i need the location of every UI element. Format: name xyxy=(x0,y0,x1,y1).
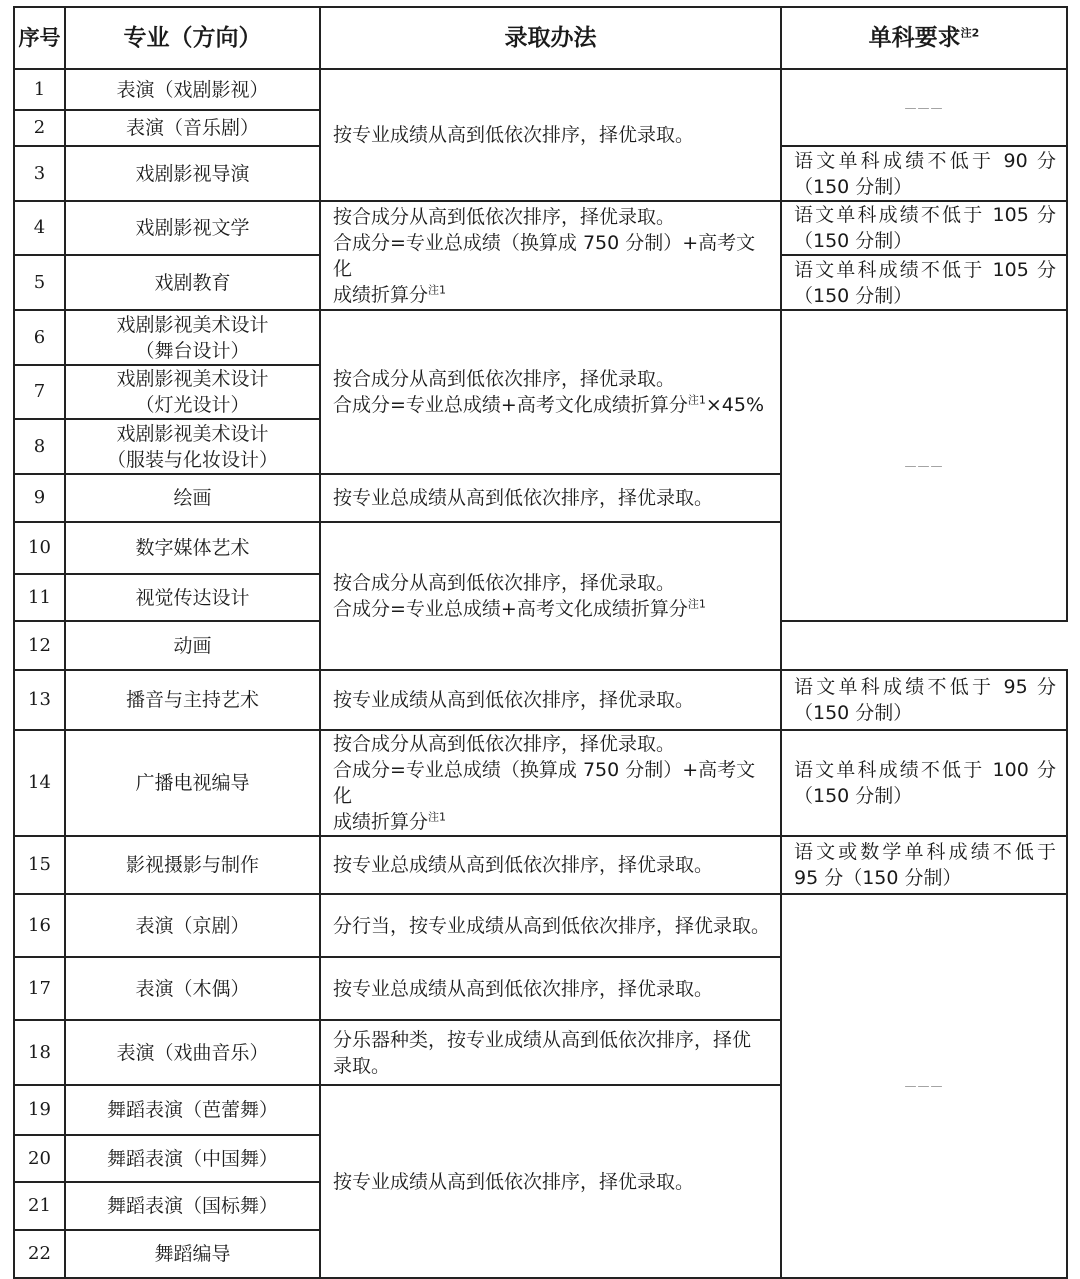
table-row xyxy=(14,836,1067,894)
requirement-cell: 语文或数学单科成绩不低于 95 分（150 分制） xyxy=(781,836,1067,894)
row-number: 7 xyxy=(14,365,65,419)
major-name: 表演（音乐剧） xyxy=(65,110,320,146)
header-major: 专业（方向） xyxy=(65,7,320,69)
major-name: 表演（京剧） xyxy=(65,894,320,957)
major-name: 表演（戏剧影视） xyxy=(65,69,320,110)
method-cell: 按专业成绩从高到低依次排序，择优录取。 xyxy=(320,69,781,201)
method-cell: 分行当，按专业成绩从高到低依次排序，择优录取。 xyxy=(320,894,781,957)
method-cell: 按专业总成绩从高到低依次排序，择优录取。 xyxy=(320,474,781,522)
row-number: 11 xyxy=(14,574,65,621)
major-name: 影视摄影与制作 xyxy=(65,836,320,894)
header-row xyxy=(14,7,1067,69)
row-number: 2 xyxy=(14,110,65,146)
requirement-none: ——— xyxy=(781,69,1067,146)
major-name: 视觉传达设计 xyxy=(65,574,320,621)
method-cell: 按专业总成绩从高到低依次排序，择优录取。 xyxy=(320,836,781,894)
row-number: 5 xyxy=(14,255,65,310)
requirement-none: ——— xyxy=(781,894,1067,1278)
major-name: 舞蹈表演（芭蕾舞） xyxy=(65,1085,320,1135)
major-name: 表演（戏曲音乐） xyxy=(65,1020,320,1085)
method-cell: 按专业成绩从高到低依次排序，择优录取。 xyxy=(320,670,781,730)
row-number: 4 xyxy=(14,201,65,255)
major-name: 表演（木偶） xyxy=(65,957,320,1020)
major-name: 动画 xyxy=(65,621,320,670)
major-name: 戏剧影视美术设计 （服装与化妆设计） xyxy=(65,419,320,474)
major-name: 绘画 xyxy=(65,474,320,522)
major-name: 舞蹈表演（国标舞） xyxy=(65,1182,320,1230)
note-1-marker: 注1 xyxy=(687,597,706,611)
major-name: 戏剧教育 xyxy=(65,255,320,310)
row-number: 22 xyxy=(14,1230,65,1278)
major-name: 戏剧影视美术设计 （舞台设计） xyxy=(65,310,320,365)
requirement-cell: 语文单科成绩不低于 90 分 （150 分制） xyxy=(781,146,1067,201)
major-name: 戏剧影视文学 xyxy=(65,201,320,255)
table-row xyxy=(14,730,1067,836)
note-2-marker: 注2 xyxy=(960,26,980,40)
row-number: 13 xyxy=(14,670,65,730)
row-number: 8 xyxy=(14,419,65,474)
major-name: 舞蹈编导 xyxy=(65,1230,320,1278)
admission-table xyxy=(13,6,1068,1279)
note-1-marker: 注1 xyxy=(687,393,706,407)
row-number: 10 xyxy=(14,522,65,574)
note-1-marker: 注1 xyxy=(428,810,447,824)
row-number: 19 xyxy=(14,1085,65,1135)
requirement-cell: 语文单科成绩不低于 105 分 （150 分制） xyxy=(781,255,1067,310)
requirement-none: ——— xyxy=(781,310,1067,621)
row-number: 16 xyxy=(14,894,65,957)
method-cell: 按合成分从高到低依次排序，择优录取。 合成分=专业总成绩（换算成 750 分制）+高考文化 成绩折算分$^{注1}$ xyxy=(320,730,781,836)
requirement-cell: 语文单科成绩不低于 105 分 （150 分制） xyxy=(781,201,1067,255)
row-number: 20 xyxy=(14,1135,65,1182)
major-name: 舞蹈表演（中国舞） xyxy=(65,1135,320,1182)
row-number: 1 xyxy=(14,69,65,110)
method-cell: 按合成分从高到低依次排序，择优录取。 合成分=专业总成绩（换算成 750 分制）+高考文化 成绩折算分$^{注1}$ xyxy=(320,201,781,310)
row-number: 15 xyxy=(14,836,65,894)
method-cell: 按专业总成绩从高到低依次排序，择优录取。 xyxy=(320,957,781,1020)
row-number: 17 xyxy=(14,957,65,1020)
method-cell: 按合成分从高到低依次排序，择优录取。 合成分=专业总成绩+高考文化成绩折算分$^{注1}$ xyxy=(320,522,781,670)
method-cell: 按专业成绩从高到低依次排序，择优录取。 xyxy=(320,1085,781,1278)
table-row xyxy=(14,310,1067,365)
row-number: 3 xyxy=(14,146,65,201)
major-name: 戏剧影视美术设计 （灯光设计） xyxy=(65,365,320,419)
method-cell: 按合成分从高到低依次排序，择优录取。 合成分=专业总成绩+高考文化成绩折算分$^{注1}$×45% xyxy=(320,310,781,474)
header-method: 录取办法 xyxy=(320,7,781,69)
row-number: 18 xyxy=(14,1020,65,1085)
major-name: 播音与主持艺术 xyxy=(65,670,320,730)
table-row xyxy=(14,894,1067,957)
admission-table-wrapper xyxy=(13,6,1066,1279)
major-name: 戏剧影视导演 xyxy=(65,146,320,201)
requirement-cell: 语文单科成绩不低于 95 分 （150 分制） xyxy=(781,670,1067,730)
major-name: 数字媒体艺术 xyxy=(65,522,320,574)
row-number: 14 xyxy=(14,730,65,836)
table-row xyxy=(14,69,1067,110)
table-row xyxy=(14,670,1067,730)
row-number: 6 xyxy=(14,310,65,365)
header-seq: 序号 xyxy=(14,7,65,69)
row-number: 9 xyxy=(14,474,65,522)
method-cell: 分乐器种类，按专业成绩从高到低依次排序，择优 录取。 xyxy=(320,1020,781,1085)
major-name: 广播电视编导 xyxy=(65,730,320,836)
requirement-cell: 语文单科成绩不低于 100 分 （150 分制） xyxy=(781,730,1067,836)
note-1-marker: 注1 xyxy=(428,283,447,297)
table-row xyxy=(14,201,1067,255)
row-number: 21 xyxy=(14,1182,65,1230)
row-number: 12 xyxy=(14,621,65,670)
header-requirement: 单科要求$^{注2}$ xyxy=(781,7,1067,69)
